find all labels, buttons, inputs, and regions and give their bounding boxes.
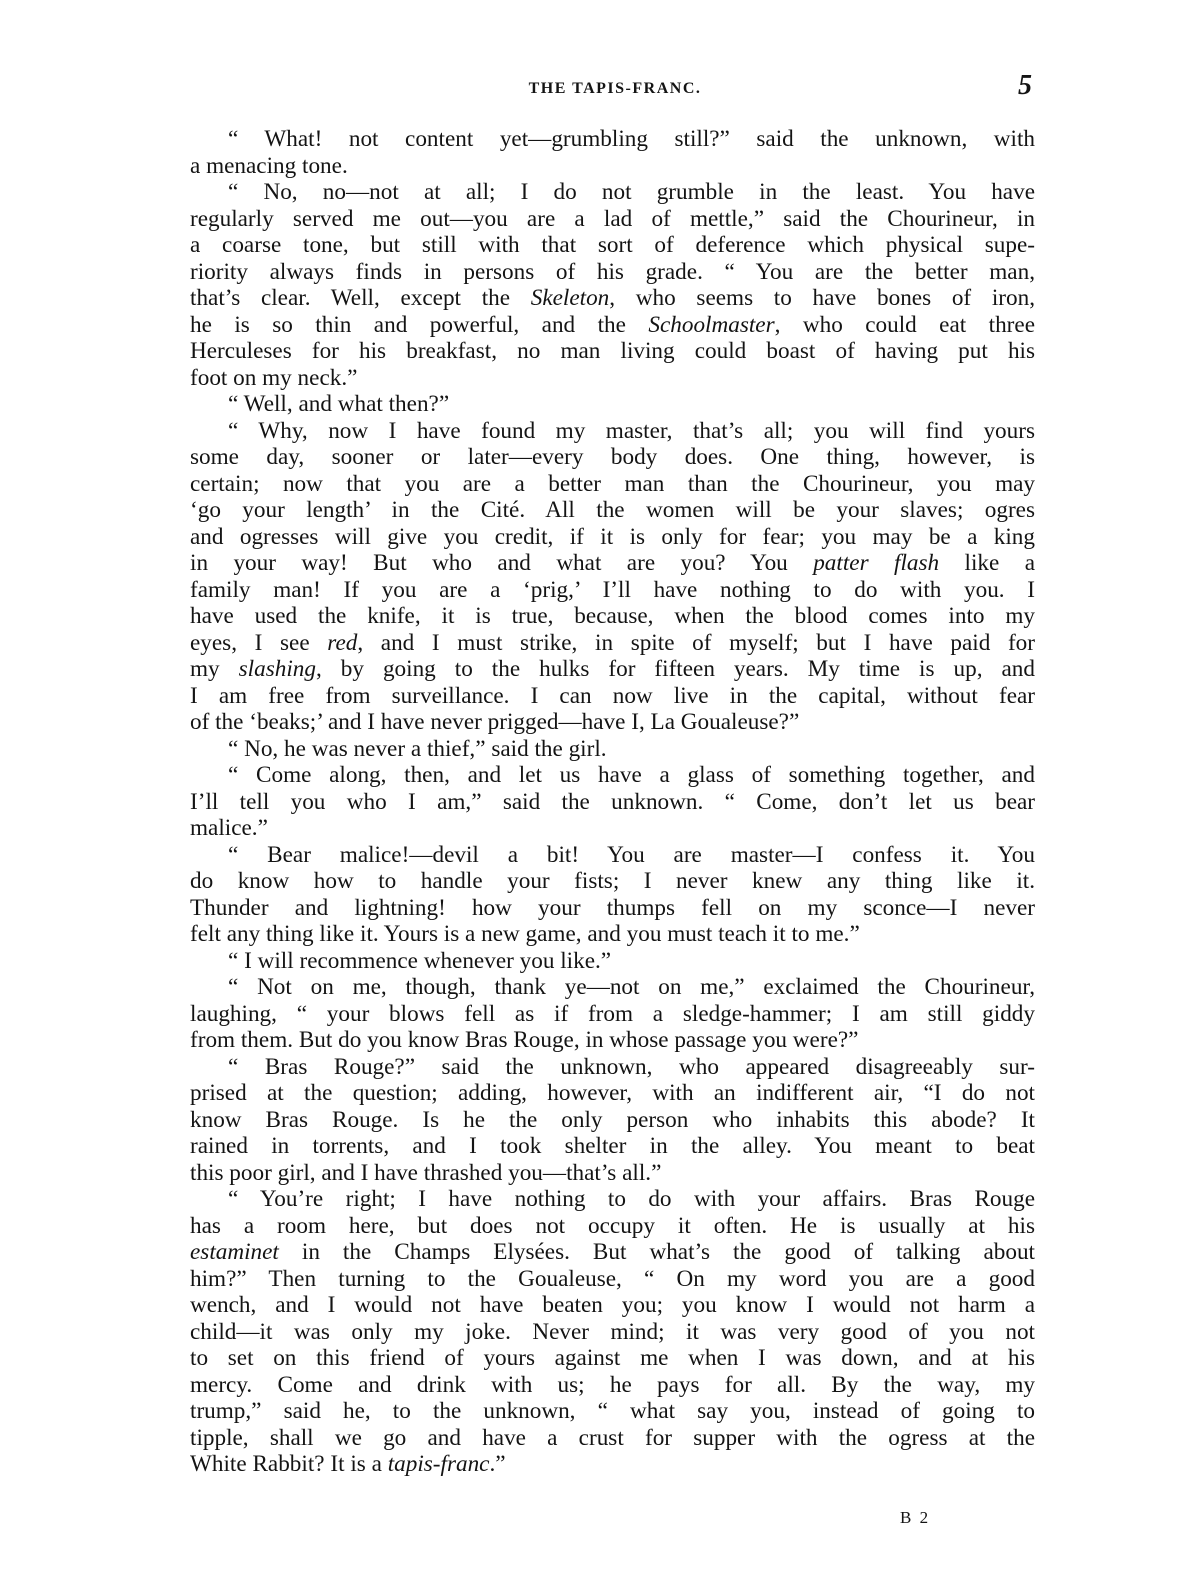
text-segment: , and I must strike, in spite of myself; but I have paid for [357, 629, 1035, 656]
text-line [190, 709, 1035, 736]
text-segment: “ Bras Rouge?” said the unknown, who appeared disagreeably sur- [228, 1053, 1035, 1080]
text-line [190, 259, 1035, 286]
text-line [190, 206, 1035, 233]
running-title: THE TAPIS-FRANC. [528, 80, 702, 97]
page-number: 5 [1018, 70, 1032, 101]
text-segment: tipple, shall we go and have a crust for supper with the ogress at the [190, 1424, 1035, 1451]
text-segment: from them. But do you know Bras Rouge, in whose passage you were?” [190, 1027, 859, 1053]
body-text [190, 126, 1035, 1478]
text-line [190, 1266, 1035, 1293]
text-segment: “ Bear malice!—devil a bit! You are master—I confess it. You [228, 841, 1035, 868]
text-line [190, 1027, 1035, 1054]
text-segment: family man! If you are a ‘prig,’ I’ll have nothing to do with you. I [190, 576, 1035, 603]
italic-text: slashing [238, 656, 316, 682]
text-segment: mercy. Come and drink with us; he pays for all. By the way, my [190, 1371, 1035, 1398]
text-segment: a coarse tone, but still with that sort of deference which physical supe- [190, 232, 1035, 258]
text-line [190, 1345, 1035, 1372]
text-line [190, 1398, 1035, 1425]
text-line [190, 1451, 1035, 1478]
text-segment: and ogresses will give you credit, if it is only for fear; you may be a king [190, 523, 1035, 550]
text-segment: have used the knife, it is true, because, when the blood comes into my [190, 603, 1035, 629]
text-segment: regularly served me out—you are a lad of mettle,” said the Chourineur, in [190, 205, 1035, 232]
text-segment: in your way! But who and what are you? You [190, 550, 814, 576]
text-segment: trump,” said he, to the unknown, “ what say you, instead of going to [190, 1398, 1035, 1424]
text-segment: do know how to handle your fists; I never knew any thing like it. [190, 868, 1035, 894]
text-line [190, 762, 1035, 789]
text-segment: rained in torrents, and I took shelter in the alley. You meant to beat [190, 1133, 1035, 1159]
text-segment: I am free from surveillance. I can now live in the capital, without fear [190, 682, 1035, 709]
text-line [190, 1213, 1035, 1240]
text-line [190, 1292, 1035, 1319]
text-segment: certain; now that you are a better man than the Chourineur, you may [190, 470, 1035, 497]
text-line [190, 974, 1035, 1001]
text-line [190, 1080, 1035, 1107]
text-segment: that’s clear. Well, except the [190, 285, 531, 311]
text-line [190, 338, 1035, 365]
text-line [190, 921, 1035, 948]
text-segment: him?” Then turning to the Goualeuse, “ On my word you are a good [190, 1265, 1035, 1292]
text-segment: to set on this friend of yours against me when I was down, and at his [190, 1345, 1035, 1371]
italic-text: tapis-franc [387, 1451, 490, 1477]
text-segment: malice.” [190, 815, 268, 841]
text-segment: Herculeses for his breakfast, no man living could boast of having put his [190, 338, 1035, 364]
text-segment: , who seems to have bones of iron, [609, 285, 1035, 311]
text-line [190, 1319, 1035, 1346]
running-header [190, 72, 1040, 112]
text-segment: of the ‘beaks;’ and I have never prigged—have I, La Goualeuse?” [190, 709, 800, 735]
text-segment: “ Why, now I have found my master, that’s all; you will find yours [228, 417, 1035, 444]
text-line [190, 895, 1035, 922]
text-segment: child—it was only my joke. Never mind; it was very good of you not [190, 1318, 1035, 1345]
text-line [190, 153, 1035, 180]
text-line [190, 1372, 1035, 1399]
text-segment: this poor girl, and I have thrashed you—that’s all.” [190, 1159, 662, 1186]
text-segment: “ What! not content yet—grumbling still?” said the unknown, with [228, 126, 1035, 152]
text-line [190, 391, 1035, 418]
text-segment: eyes, I see [190, 629, 328, 656]
text-line [190, 1239, 1035, 1266]
text-line [190, 285, 1035, 312]
text-line [190, 524, 1035, 551]
italic-text: Schoolmaster [648, 311, 775, 338]
text-line [190, 842, 1035, 869]
text-segment: riority always finds in persons of his grade. “ You are the better man, [190, 258, 1035, 285]
text-segment: Thunder and lightning! how your thumps fell on my sconce—I never [190, 894, 1035, 921]
text-segment: he is so thin and powerful, and the [190, 311, 649, 338]
signature-mark: B 2 [900, 1508, 931, 1527]
text-segment: prised at the question; adding, however, with an indifferent air, “I do not [190, 1080, 1035, 1106]
text-line [190, 418, 1035, 445]
text-line [190, 1186, 1035, 1213]
text-line [190, 948, 1035, 975]
italic-text: Skeleton [530, 285, 610, 311]
text-line [190, 232, 1035, 259]
text-segment: I’ll tell you who I am,” said the unknown. “ Come, don’t let us bear [190, 788, 1035, 815]
text-line [190, 736, 1035, 763]
text-segment: some day, sooner or later—every body does. One thing, however, is [190, 444, 1035, 470]
text-segment: , who could eat three [774, 311, 1035, 338]
text-line [190, 789, 1035, 816]
text-line [190, 1001, 1035, 1028]
text-line [190, 444, 1035, 471]
text-segment: foot on my neck.” [190, 364, 358, 391]
text-segment: has a room here, but does not occupy it often. He is usually at his [190, 1212, 1035, 1239]
text-segment: know Bras Rouge. Is he the only person who inhabits this abode? It [190, 1106, 1035, 1133]
text-segment: .” [489, 1451, 506, 1477]
text-line [190, 683, 1035, 710]
text-segment: my [190, 656, 239, 682]
text-segment: felt any thing like it. Yours is a new game, and you must teach it to me.” [190, 921, 860, 947]
text-segment: “ You’re right; I have nothing to do with your affairs. Bras Rouge [228, 1186, 1035, 1212]
text-line [190, 1107, 1035, 1134]
text-segment: , by going to the hulks for fifteen years. My time is up, and [315, 656, 1035, 682]
text-line [190, 1160, 1035, 1187]
text-segment: wench, and I would not have beaten you; you know I would not harm a [190, 1292, 1035, 1318]
text-line [190, 179, 1035, 206]
text-line [190, 868, 1035, 895]
text-line [190, 312, 1035, 339]
text-line [190, 630, 1035, 657]
text-segment: like a [939, 550, 1036, 576]
text-line [190, 471, 1035, 498]
text-segment: “ No, he was never a thief,” said the girl. [228, 735, 607, 762]
text-line [190, 550, 1035, 577]
text-line [190, 1054, 1035, 1081]
text-segment: “ I will recommence whenever you like.” [228, 947, 612, 974]
text-line [190, 577, 1035, 604]
text-segment: “ No, no—not at all; I do not grumble in the least. You have [228, 179, 1035, 205]
text-line [190, 603, 1035, 630]
italic-text: patter flash [813, 550, 940, 576]
italic-text: red [327, 629, 358, 656]
text-line [190, 497, 1035, 524]
text-segment: “ Well, and what then?” [228, 391, 450, 417]
text-segment: White Rabbit? It is a [190, 1451, 388, 1477]
text-segment: in the Champs Elysées. But what’s the good of talking about [278, 1239, 1035, 1265]
text-line [190, 1425, 1035, 1452]
text-segment: “ Not on me, though, thank ye—not on me,” exclaimed the Chourineur, [228, 974, 1035, 1000]
text-line [190, 126, 1035, 153]
text-segment: a menacing tone. [190, 152, 348, 179]
text-segment: “ Come along, then, and let us have a glass of something together, and [228, 762, 1035, 788]
text-line [190, 365, 1035, 392]
text-line [190, 815, 1035, 842]
text-line [190, 1133, 1035, 1160]
text-line [190, 656, 1035, 683]
text-segment: ‘go your length’ in the Cité. All the women will be your slaves; ogres [190, 497, 1035, 523]
text-segment: laughing, “ your blows fell as if from a sledge-hammer; I am still giddy [190, 1000, 1035, 1027]
italic-text: estaminet [190, 1239, 279, 1265]
